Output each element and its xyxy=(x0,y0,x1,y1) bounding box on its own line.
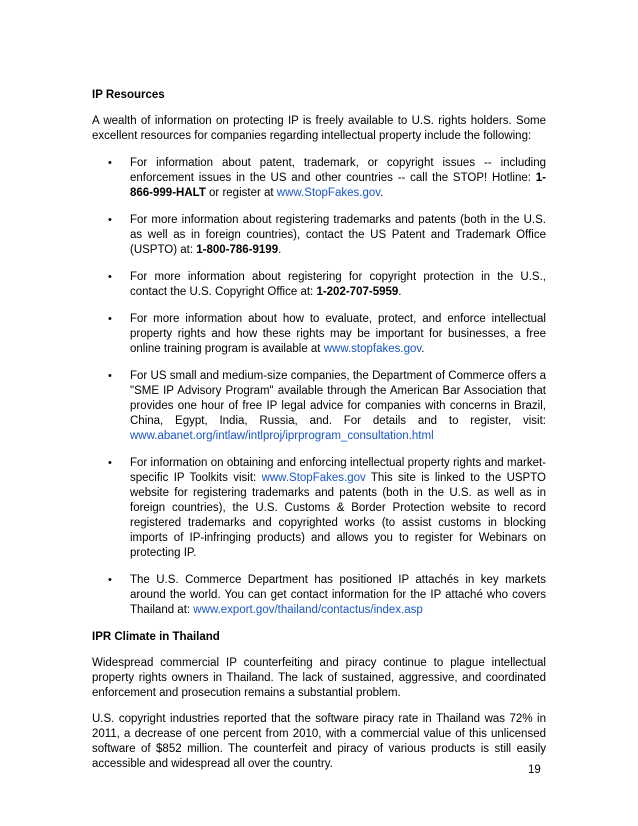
item-text: or register at xyxy=(205,187,277,199)
section-heading-ip-resources: IP Resources xyxy=(92,89,165,101)
item-text: For more information about registering trademarks and patents (both in the U.S. as well as in foreign countries), contact the US Patent and Trademark Office (USPTO) at: xyxy=(130,214,546,256)
list-item xyxy=(92,456,546,561)
copyright-office-number: 1-202-707-5959 xyxy=(316,286,399,298)
export-gov-link[interactable]: www.export.gov/thailand/contactus/index.asp xyxy=(193,604,423,616)
stopfakes-link[interactable]: www.StopFakes.gov xyxy=(276,187,381,199)
item-text: For information on obtaining and enforcing intellectual property rights and market-specific IP Toolkits visit: xyxy=(130,457,546,484)
item-text: . xyxy=(380,187,384,199)
item-text: For US small and medium-size companies, the Department of Commerce offers a "SME IP Advisory Program" available through the American Bar Association that provides one hour of free IP legal advice for companies with concerns in Brazil, China, Egypt, India, Russia, and. For details and to register, visit: xyxy=(130,370,546,427)
document-page xyxy=(92,88,546,772)
item-text: . xyxy=(398,286,402,298)
bullet-icon: • xyxy=(108,214,112,226)
bullet-icon: • xyxy=(108,157,112,169)
item-text: This site is linked to the USPTO website for registering trademarks and patents (both in the U.S. as well as in foreign countries), the U.S. Customs & Border Protection website to record registered trademarks and copyrighted works (to assist customs in blocking imports of IP-infringing products) and allows you to register for Webinars on protecting IP. xyxy=(130,472,546,559)
page-number: 19 xyxy=(528,764,541,776)
bullet-icon: • xyxy=(108,271,112,283)
list-item xyxy=(92,213,546,258)
stopfakes-training-link[interactable]: www.stopfakes.gov xyxy=(323,343,422,355)
item-text: . xyxy=(278,244,282,256)
list-item xyxy=(92,312,546,357)
bullet-icon: • xyxy=(108,574,112,586)
item-text: . xyxy=(421,343,425,355)
list-item xyxy=(92,573,546,618)
bullet-icon: • xyxy=(108,370,112,382)
item-text: For information about patent, trademark, or copyright issues -- including enforcement issues in the US and other countries -- call the STOP! Hotline: xyxy=(130,157,546,184)
stopfakes-toolkit-link[interactable]: www.StopFakes.gov xyxy=(261,472,366,484)
item-text: For more information about how to evaluate, protect, and enforce intellectual property rights and how these rights may be important for businesses, a free online training program is available at xyxy=(130,313,546,355)
bullet-icon: • xyxy=(108,313,112,325)
intro-paragraph: A wealth of information on protecting IP is freely available to U.S. rights holders. Some excellent resources for companies regarding intellectual property include the following: xyxy=(92,115,546,142)
list-item xyxy=(92,156,546,201)
section-heading-ipr-climate: IPR Climate in Thailand xyxy=(92,631,220,643)
uspto-number: 1-800-786-9199 xyxy=(196,244,279,256)
item-text: For more information about registering for copyright protection in the U.S., contact the U.S. Copyright Office at: xyxy=(130,271,546,298)
list-item xyxy=(92,369,546,444)
list-item xyxy=(92,270,546,300)
climate-paragraph-2: U.S. copyright industries reported that the software piracy rate in Thailand was 72% in 2011, a decrease of one percent from 2010, with a commercial value of this unlicensed software of $852 million. The counterfeit and piracy of various products is still easily accessible and widespread all over the country. xyxy=(92,713,546,770)
resource-list xyxy=(92,156,546,618)
abanet-link[interactable]: www.abanet.org/intlaw/intlproj/iprprogram_consultation.html xyxy=(130,430,434,442)
bullet-icon: • xyxy=(108,457,112,469)
hotline-number: 1-866-999-HALT xyxy=(130,172,546,199)
item-text: The U.S. Commerce Department has positioned IP attachés in key markets around the world. You can get contact information for the IP attaché who covers Thailand at: xyxy=(130,574,546,616)
climate-paragraph-1: Widespread commercial IP counterfeiting and piracy continue to plague intellectual property rights owners in Thailand. The lack of sustained, aggressive, and coordinated enforcement and prosecution remains a substantial problem. xyxy=(92,657,546,699)
